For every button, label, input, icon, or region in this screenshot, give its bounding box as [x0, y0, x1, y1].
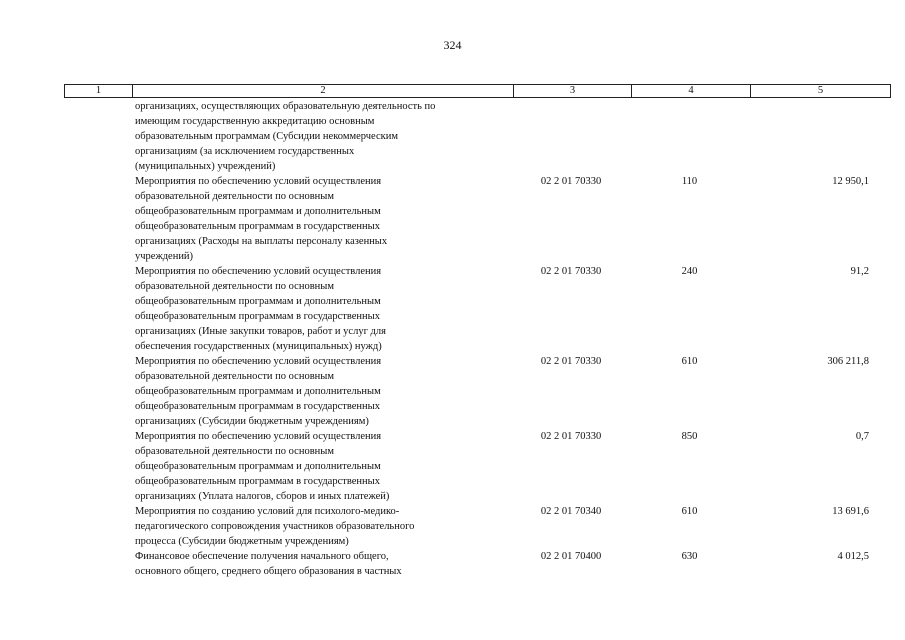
table-body [64, 99, 889, 579]
description-line: Мероприятия по обеспечению условий осуществления [135, 176, 382, 187]
description-line: образовательной деятельности по основным [135, 281, 334, 292]
description-line: Мероприятия по обеспечению условий осуществления [135, 266, 382, 277]
page-number: 324 [443, 38, 462, 52]
row-number-cell [64, 99, 131, 174]
row-code: 02 2 01 70330 [540, 356, 602, 367]
description-line: педагогического сопровождения участников образовательного [135, 521, 415, 532]
table-row [64, 99, 889, 174]
description-line: образовательным программам (Субсидии некоммерческим [135, 131, 398, 142]
row-code: 02 2 01 70330 [540, 176, 602, 187]
header-col-1: 1 [95, 85, 102, 96]
description-line: общеобразовательным программам в государственных [135, 311, 380, 322]
table-row [64, 549, 889, 579]
row-type: 240 [681, 266, 698, 277]
description-line: образовательной деятельности по основным [135, 191, 334, 202]
description-line: процесса (Субсидии бюджетным учреждениям) [135, 536, 349, 547]
table-row [64, 174, 889, 264]
row-type [630, 99, 749, 174]
description-line: организациям (за исключением государственных [135, 146, 355, 157]
row-amount: 91,2 [850, 266, 869, 277]
row-amount: 306 211,8 [827, 356, 869, 367]
description-line: Мероприятия по обеспечению условий осуществления [135, 431, 382, 442]
row-description [131, 264, 512, 354]
description-line: образовательной деятельности по основным [135, 446, 334, 457]
description-line: учреждений) [135, 251, 194, 262]
table-header [64, 84, 891, 98]
row-number-cell [64, 549, 131, 579]
row-type: 110 [681, 176, 698, 187]
description-line: общеобразовательным программам в государственных [135, 476, 380, 487]
row-description [131, 429, 512, 504]
header-col-4: 4 [631, 85, 750, 97]
description-line: общеобразовательным программам в государственных [135, 221, 380, 232]
description-line: Мероприятия по созданию условий для психолого-медико- [135, 506, 400, 517]
row-amount: 0,7 [855, 431, 869, 442]
row-number-cell [64, 429, 131, 504]
header-col-5: 5 [750, 85, 890, 97]
row-code: 02 2 01 70330 [540, 431, 602, 442]
row-description [131, 99, 512, 174]
header-col-2: 2 [132, 85, 513, 97]
description-line: Мероприятия по обеспечению условий осуществления [135, 356, 382, 367]
description-line: Финансовое обеспечение получения начального общего, [135, 551, 389, 562]
description-line: общеобразовательным программам и дополнительным [135, 296, 381, 307]
row-code [512, 99, 630, 174]
description-line: организациях (Уплата налогов, сборов и иных платежей) [135, 491, 390, 502]
table-row [64, 504, 889, 549]
description-line: общеобразовательным программам и дополнительным [135, 461, 381, 472]
row-description [131, 174, 512, 264]
row-amount: 4 012,5 [837, 551, 869, 562]
row-type: 630 [681, 551, 698, 562]
description-line: образовательной деятельности по основным [135, 371, 334, 382]
row-code: 02 2 01 70400 [540, 551, 602, 562]
row-type: 610 [681, 356, 698, 367]
description-line: общеобразовательным программам и дополнительным [135, 386, 381, 397]
row-number-cell [64, 504, 131, 549]
row-number-cell [64, 264, 131, 354]
row-type: 610 [681, 506, 698, 517]
description-line: организациях (Расходы на выплаты персоналу казенных [135, 236, 388, 247]
row-amount: 12 950,1 [832, 176, 869, 187]
row-code: 02 2 01 70340 [540, 506, 602, 517]
description-line: имеющим государственную аккредитацию основным [135, 116, 375, 127]
row-type: 850 [681, 431, 698, 442]
row-number-cell [64, 354, 131, 429]
table-row [64, 354, 889, 429]
description-line: организациях (Субсидии бюджетным учреждениям) [135, 416, 369, 427]
row-description [131, 549, 512, 579]
row-amount [749, 99, 889, 174]
row-description [131, 504, 512, 549]
table-row [64, 429, 889, 504]
description-line: обеспечения государственных (муниципальных) нужд) [135, 341, 382, 352]
row-description [131, 354, 512, 429]
table-row [64, 264, 889, 354]
row-number-cell [64, 174, 131, 264]
row-amount: 13 691,6 [832, 506, 869, 517]
description-line: организациях (Иные закупки товаров, работ и услуг для [135, 326, 386, 337]
description-line: (муниципальных) учреждений) [135, 161, 276, 172]
description-line: основного общего, среднего общего образования в частных [135, 566, 402, 577]
description-line: общеобразовательным программам в государственных [135, 401, 380, 412]
row-code: 02 2 01 70330 [540, 266, 602, 277]
description-line: общеобразовательным программам и дополнительным [135, 206, 381, 217]
description-line: организациях, осуществляющих образовательную деятельность по [135, 101, 436, 112]
header-col-3: 3 [513, 85, 631, 97]
